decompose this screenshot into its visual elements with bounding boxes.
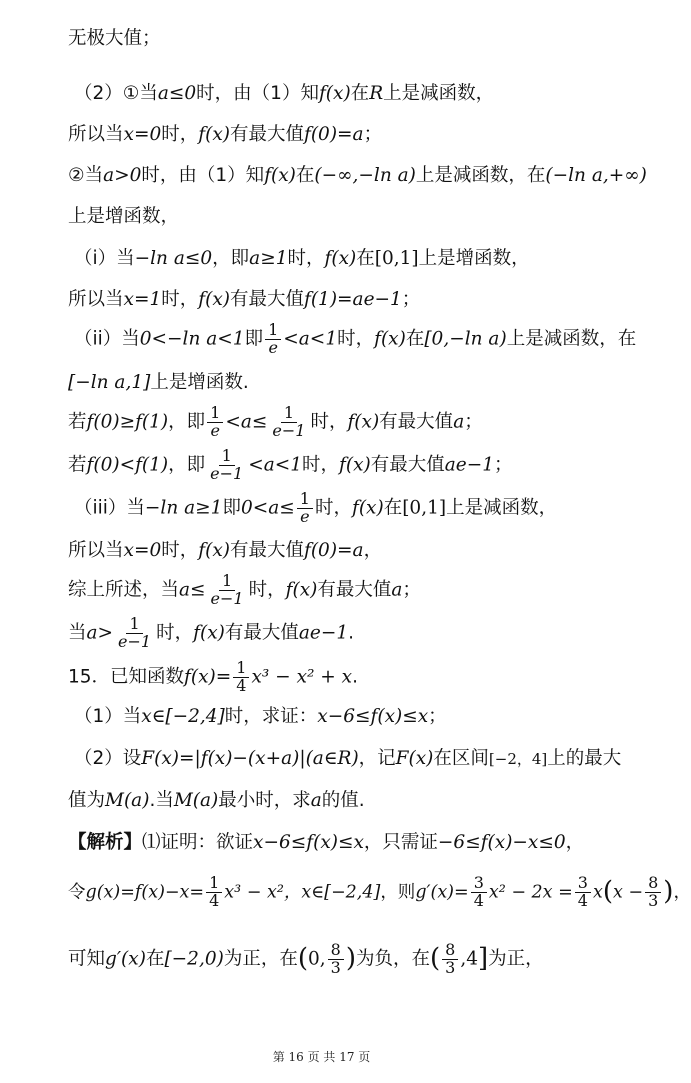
math: 0, (307, 948, 326, 970)
fraction (207, 448, 246, 483)
math: g(x)=f(x)−x= (85, 882, 205, 903)
fraction (207, 405, 223, 440)
math: x² − 2x = (488, 882, 573, 903)
text: 即 (244, 328, 264, 350)
math: x=1 (123, 289, 162, 310)
numerator: 1 (219, 448, 235, 466)
math: R (369, 83, 384, 104)
math: f(0)=a (303, 540, 364, 561)
text: 时，由（1）知 (141, 165, 265, 186)
numerator: 1 (219, 573, 235, 591)
paren-close: ) (663, 876, 674, 907)
text: . (352, 666, 359, 688)
math: −ln a≥1 (144, 497, 223, 519)
text-line-15 (68, 616, 613, 651)
math: −ln a≤0 (134, 248, 213, 269)
text: . (348, 622, 354, 644)
text: ； (402, 579, 421, 601)
text: 上是减函数， (383, 83, 495, 104)
text: （i）当 (74, 248, 135, 269)
text: 时， (310, 411, 348, 433)
text-line-12 (74, 491, 613, 526)
math: 0<a≤ (240, 497, 295, 519)
text: 若 (68, 454, 87, 476)
math: 0<−ln a<1 (139, 328, 245, 350)
fraction (575, 875, 591, 910)
math: a (310, 790, 322, 811)
fraction (442, 942, 458, 977)
math: f(0)=a (303, 124, 364, 145)
fraction (269, 405, 308, 440)
math: [0,1] (402, 497, 447, 519)
text: 为正，在 (223, 948, 298, 970)
text: 时， (248, 579, 286, 601)
text: 最小时，求 (218, 790, 311, 811)
text: ， (673, 882, 691, 903)
paren-open: ( (297, 943, 308, 974)
text: 有最大值 (229, 124, 304, 145)
math: x=0 (123, 124, 162, 145)
math: ,4 (460, 948, 478, 970)
math: f(x) (264, 165, 296, 186)
denominator: e−1 (210, 463, 244, 483)
text: 在 (383, 497, 403, 519)
text-line-21 (68, 873, 691, 910)
text: 上是增函数， (418, 248, 530, 269)
text: （iii）当 (74, 497, 145, 519)
math: g′(x)= (415, 882, 469, 903)
text: 即 (222, 497, 241, 519)
page-footer: 第 16 页 共 17 页 (272, 1050, 371, 1064)
text: ，只需证 (363, 832, 438, 853)
text: 在 (295, 165, 315, 186)
analysis-label: 【解析】 (68, 832, 143, 853)
math: f(x) (339, 454, 371, 476)
text: （2）①当 (74, 83, 158, 104)
denominator: 4 (473, 890, 484, 910)
fraction (328, 942, 344, 977)
text: ； (464, 411, 483, 433)
text: 所以当 (68, 540, 124, 561)
text-line-10 (68, 405, 613, 440)
text: （1）当 (74, 706, 142, 727)
fraction (115, 616, 154, 651)
text-line-16 (68, 660, 613, 695)
text: ⑴ (142, 832, 161, 853)
text: 的值. (321, 790, 365, 811)
text: 有最大值 (379, 411, 454, 433)
denominator: 4 (577, 890, 588, 910)
math: x − (613, 882, 644, 903)
math: f(x) (318, 83, 351, 104)
text-line-20 (68, 832, 613, 854)
paren-open: ( (430, 943, 441, 974)
math: <a<1 (248, 454, 303, 476)
text-line-4 (68, 165, 647, 187)
text-line-8 (74, 320, 637, 357)
math: F(x)=|f(x)−(x+a)|(a∈R) (141, 748, 359, 769)
denominator: e (210, 420, 220, 440)
math: f(x) (198, 289, 230, 310)
text: 可知 (68, 948, 106, 970)
text: ， (565, 832, 585, 853)
text-line-22 (68, 942, 613, 977)
math: f(x) (198, 124, 230, 145)
denominator: 4 (236, 675, 247, 695)
fraction (208, 573, 247, 608)
math: a≤ (179, 579, 206, 601)
math: [−2，4] (488, 750, 548, 768)
text: ，即 (168, 411, 206, 433)
math: f(x) (351, 497, 384, 519)
denominator: 3 (648, 890, 659, 910)
text: 时， (156, 622, 194, 644)
numerator: 1 (281, 405, 297, 423)
math: <a<1 (283, 328, 338, 350)
numerator: 8 (645, 875, 661, 893)
math: f(x) (193, 622, 225, 644)
text: 有最大值 (224, 622, 299, 644)
math: [−ln a,1] (68, 372, 151, 393)
text: 有最大值 (229, 289, 304, 310)
text: 时， (161, 540, 199, 561)
numerator: 1 (265, 322, 281, 340)
text: 时， (161, 289, 199, 310)
numerator: 1 (233, 660, 249, 678)
math: [0,1] (374, 248, 419, 269)
math: g′(x) (105, 948, 146, 970)
math: f(x) (285, 579, 318, 601)
text: ，即 (168, 454, 206, 476)
text: 令 (68, 882, 86, 903)
denominator: 4 (209, 890, 220, 910)
text-line-17 (74, 706, 613, 728)
math: f(x)= (184, 666, 232, 688)
math: (−ln a,+∞) (545, 165, 647, 186)
text: 无极大值； (68, 28, 161, 49)
text: ②当 (68, 165, 104, 186)
numerator: 8 (442, 942, 458, 960)
numerator: 1 (297, 491, 313, 509)
text-line-13 (68, 540, 613, 562)
text: ，则 (380, 882, 416, 903)
fraction (206, 875, 222, 910)
math: −6≤f(x)−x≤0 (437, 832, 566, 853)
text: .当 (149, 790, 174, 811)
math: f(0)≥f(1) (86, 411, 169, 433)
math: x³ − x²，x∈[−2,4] (224, 882, 381, 903)
denominator: e (300, 506, 310, 526)
denominator: e−1 (118, 631, 152, 651)
text-line-7 (68, 289, 613, 311)
text: 证明：欲证 (160, 832, 254, 853)
text: 在 (356, 248, 375, 269)
denominator: 3 (445, 957, 456, 977)
math: x−6≤f(x)≤x (317, 706, 429, 727)
math: a> (86, 622, 114, 644)
math: f(x) (347, 411, 380, 433)
math: x (592, 882, 603, 903)
text: （2）设 (74, 748, 142, 769)
text-line-3 (68, 124, 613, 146)
math: a (391, 579, 403, 601)
math: <a≤ (225, 411, 268, 433)
text: 为正， (488, 948, 544, 970)
text: 当 (68, 622, 87, 644)
math: a (453, 411, 465, 433)
denominator: e−1 (272, 420, 306, 440)
text: 15．已知函数 (68, 666, 185, 688)
math: M(a) (105, 790, 150, 811)
text-line-2 (74, 83, 613, 105)
math: a>0 (103, 165, 142, 186)
numerator: 3 (471, 875, 487, 893)
math: x−6≤f(x)≤x (253, 832, 364, 853)
numerator: 1 (126, 616, 142, 634)
text: 上是减函数， (446, 497, 558, 519)
text: ，记 (358, 748, 396, 769)
text: ； (363, 124, 383, 145)
math: f(x) (198, 540, 230, 561)
math: f(1)=ae−1 (303, 289, 402, 310)
fraction (233, 660, 249, 695)
text: 值为 (68, 790, 106, 811)
math: f(0)<f(1) (86, 454, 169, 476)
text: ，即 (212, 248, 250, 269)
denominator: e (268, 337, 278, 357)
text: 有最大值 (317, 579, 392, 601)
text: 上是增函数， (68, 206, 180, 227)
text: 上是增函数. (150, 372, 249, 393)
math: f(x) (324, 248, 357, 269)
text: 所以当 (68, 124, 124, 145)
paren-open: ( (602, 876, 613, 907)
text: 时， (287, 248, 325, 269)
text: 时，由（1）知 (196, 83, 319, 104)
text: 时， (337, 328, 375, 350)
numerator: 8 (328, 942, 344, 960)
math: M(a) (173, 790, 219, 811)
math: ae−1 (444, 454, 495, 476)
math: x∈[−2,4] (141, 706, 225, 727)
text-line-5 (68, 206, 613, 228)
math: [−2,0) (164, 948, 224, 970)
text: 上是减函数，在 (506, 328, 637, 350)
math: x=0 (123, 540, 162, 561)
text: 在区间 (433, 748, 489, 769)
text-line-9 (68, 372, 613, 394)
text: ； (428, 706, 447, 727)
text: 为负，在 (355, 948, 430, 970)
text: 所以当 (68, 289, 124, 310)
text: 在 (350, 83, 370, 104)
fraction (265, 322, 281, 357)
text: ； (494, 454, 513, 476)
math: (−∞,−ln a) (314, 165, 416, 186)
text: 上是减函数，在 (415, 165, 546, 186)
math: f(x) (374, 328, 406, 350)
math: ae−1 (298, 622, 349, 644)
text: 时， (302, 454, 340, 476)
denominator: 3 (330, 957, 341, 977)
numerator: 1 (207, 405, 223, 423)
math: [0,−ln a) (424, 328, 507, 350)
text-line-18 (74, 748, 622, 770)
text: 有最大值 (229, 540, 304, 561)
text-line-1 (68, 28, 613, 50)
math: x³ − x² + x (251, 666, 353, 688)
text: 有最大值 (370, 454, 445, 476)
text-line-14 (68, 573, 613, 608)
text: 综上所述，当 (68, 579, 180, 601)
fraction (297, 491, 313, 526)
text-line-6 (74, 248, 613, 270)
text: （ii）当 (74, 328, 140, 350)
text-line-11 (68, 448, 613, 483)
bracket-close: ] (478, 943, 489, 974)
text: 在 (405, 328, 425, 350)
numerator: 1 (206, 875, 222, 893)
math: a≤0 (157, 83, 197, 104)
fraction (645, 875, 661, 910)
text: 时， (161, 124, 199, 145)
text: 在 (145, 948, 165, 970)
fraction (471, 875, 487, 910)
numerator: 3 (575, 875, 591, 893)
text: ， (363, 540, 383, 561)
math: F(x) (395, 748, 434, 769)
text: 时， (314, 497, 352, 519)
text: 上的最大 (547, 748, 622, 769)
text: 若 (68, 411, 87, 433)
paren-close: ) (345, 943, 356, 974)
text: ； (401, 289, 421, 310)
denominator: e−1 (210, 588, 244, 608)
text: 时，求证： (224, 706, 318, 727)
math: a≥1 (249, 248, 288, 269)
text-line-19 (68, 790, 613, 812)
